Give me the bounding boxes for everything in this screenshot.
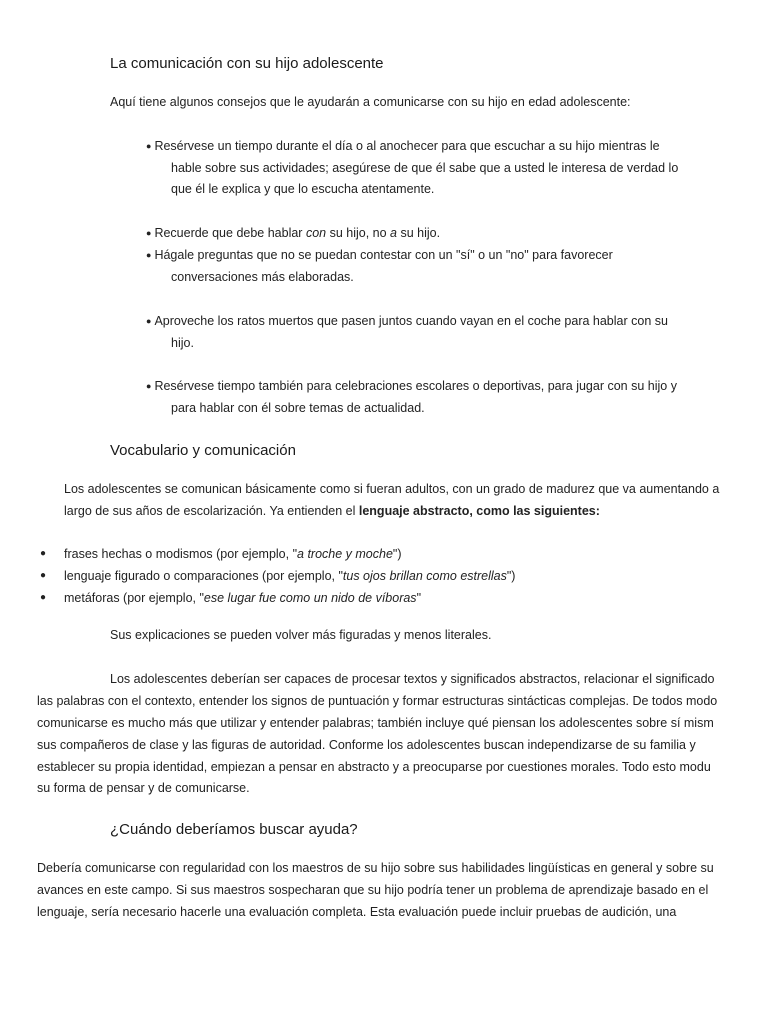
tip-1-line-1: ● Resérvese un tiempo durante el día o al anochecer para que escuchar a su hijo mientras le <box>146 139 660 153</box>
bullet-icon: ● <box>146 381 152 391</box>
heading-when-to-seek-help: ¿Cuándo deberíamos buscar ayuda? <box>110 821 358 838</box>
vocab-line-1: Los adolescentes se comunican básicamente como si fueran adultos, con un grado de madurez que va aumentando a <box>64 482 720 496</box>
bullet-icon: ● <box>146 250 152 260</box>
abstract-line-2: las palabras con el contexto, entender los signos de puntuación y formar estructuras sintácticas complejas. De todos modo <box>37 694 718 708</box>
help-line-3: lenguaje, sería necesario hacerle una evaluación completa. Esta evaluación puede incluir pruebas de audición, una <box>37 905 677 919</box>
tip-5-line-1: ● Resérvese tiempo también para celebraciones escolares o deportivas, para jugar con su hijo y <box>146 379 677 393</box>
bullet-icon: ● <box>146 228 152 238</box>
tip-1-line-3: que él le explica y que lo escucha atentamente. <box>171 182 435 196</box>
tip-1-line-2: hable sobre sus actividades; asegúrese de que él sabe que a usted le interesa de verdad lo <box>171 161 679 175</box>
bullet-icon: ● <box>146 316 152 326</box>
heading-communication: La comunicación con su hijo adolescente <box>110 55 384 72</box>
bullet-icon: ● <box>40 570 47 581</box>
abstract-line-6: su forma de pensar y de comunicarse. <box>37 781 250 795</box>
bullet-icon: ● <box>40 548 47 559</box>
vocab-line-2: largo de sus años de escolarización. Ya entienden el lenguaje abstracto, como las siguientes: <box>64 504 600 518</box>
tip-3-line-2: conversaciones más elaboradas. <box>171 270 354 284</box>
abstract-line-5: establecer su propia identidad, empiezan a pensar en abstracto y a preocuparse por cuestiones morales. Todo esto modu <box>37 760 711 774</box>
help-line-1: Debería comunicarse con regularidad con los maestros de su hijo sobre sus habilidades lingüísticas en general y sobre su <box>37 861 714 875</box>
abstract-line-4: sus compañeros de clase y las figuras de autoridad. Conforme los adolescentes buscan independizarse de su familia y <box>37 738 696 752</box>
bullet-icon: ● <box>40 592 47 603</box>
intro-text: Aquí tiene algunos consejos que le ayudarán a comunicarse con su hijo en edad adolescente: <box>110 95 631 109</box>
help-line-2: avances en este campo. Si sus maestros sospecharan que su hijo podría tener un problema de aprendizaje basado en el <box>37 883 709 897</box>
example-item-1: frases hechas o modismos (por ejemplo, "a troche y moche") <box>64 547 402 561</box>
tip-3-line-1: ● Hágale preguntas que no se puedan contestar con un "sí" o un "no" para favorecer <box>146 248 613 262</box>
explanations-text: Sus explicaciones se pueden volver más figuradas y menos literales. <box>110 628 492 642</box>
tip-4-line-1: ● Aproveche los ratos muertos que pasen juntos cuando vayan en el coche para hablar con su <box>146 314 668 328</box>
tip-5-line-2: para hablar con él sobre temas de actualidad. <box>171 401 425 415</box>
bullet-icon: ● <box>146 141 152 151</box>
abstract-line-3: comunicarse es mucho más que utilizar y entender palabras; también incluye qué piensan los adolescentes sobre sí mism <box>37 716 714 730</box>
tip-2-line-1: ● Recuerde que debe hablar con su hijo, no a su hijo. <box>146 226 441 240</box>
heading-vocabulary: Vocabulario y comunicación <box>110 442 296 459</box>
tip-4-line-2: hijo. <box>171 336 194 350</box>
abstract-line-1: Los adolescentes deberían ser capaces de procesar textos y significados abstractos, relacionar el significado <box>110 672 715 686</box>
example-item-2: lenguaje figurado o comparaciones (por ejemplo, "tus ojos brillan como estrellas") <box>64 569 516 583</box>
example-item-3: metáforas (por ejemplo, "ese lugar fue como un nido de víboras" <box>64 591 421 605</box>
